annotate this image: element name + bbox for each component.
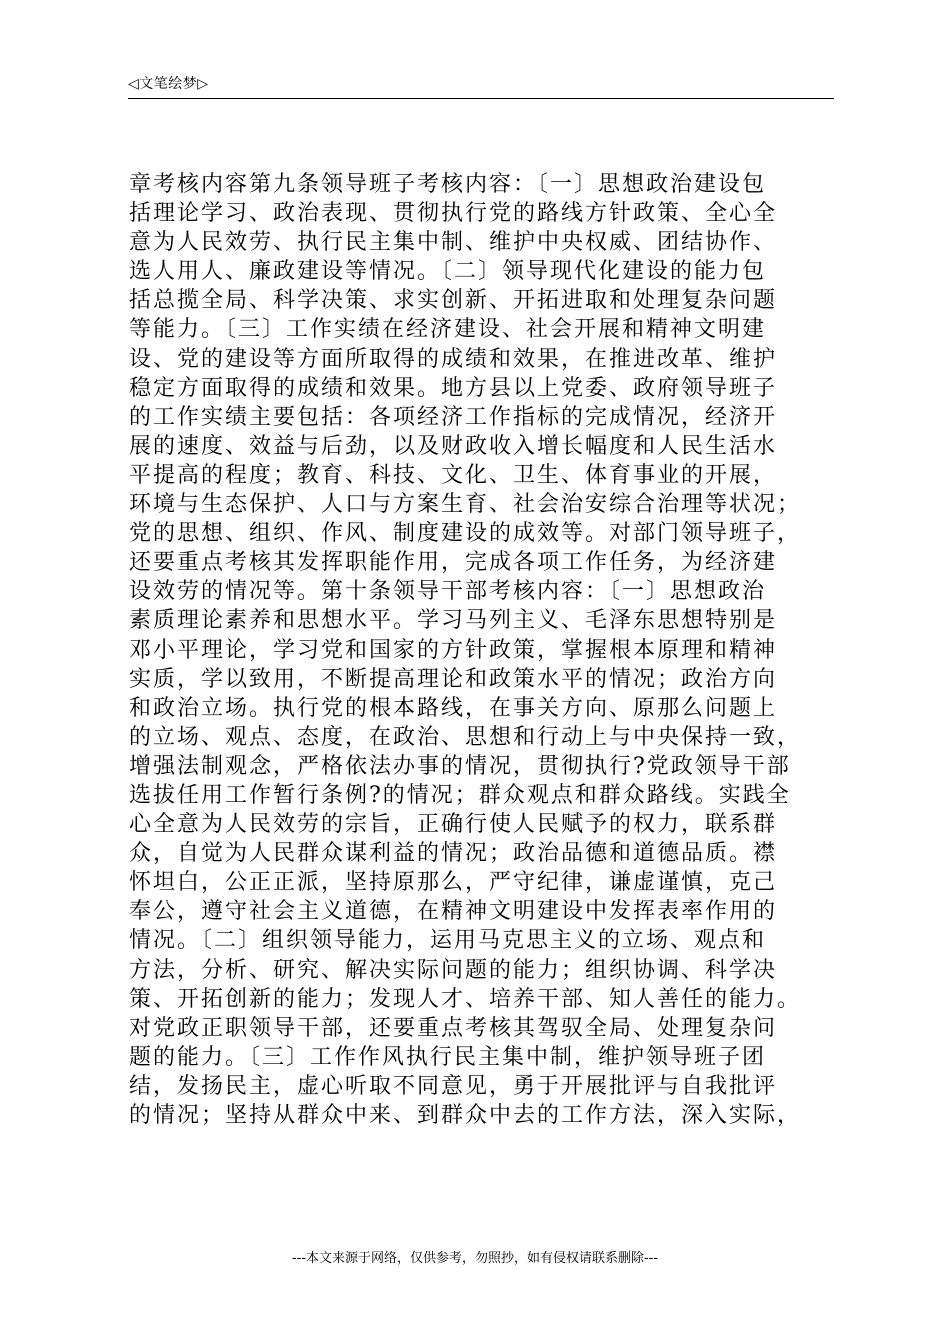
body-line: 邓小平理论，学习党和国家的方针政策，掌握根本原理和精神 [129, 637, 778, 663]
body-line: 众，自觉为人民群众谋利益的情况；政治品德和道德品质。襟 [129, 841, 778, 867]
body-line: 党的思想、组织、作风、制度建设的成效等。对部门领导班子， [129, 521, 802, 547]
body-line: 的工作实绩主要包括：各项经济工作指标的完成情况，经济开 [129, 404, 778, 430]
body-line: 增强法制观念，严格依法办事的情况，贯彻执行?党政领导干部 [129, 753, 791, 779]
body-line: 还要重点考核其发挥职能作用，完成各项工作任务，为经济建 [129, 550, 778, 576]
body-line: 题的能力。〔三〕工作作风执行民主集中制，维护领导班子团 [129, 1044, 767, 1070]
body-line: 策、开拓创新的能力；发现人才、培养干部、知人善任的能力。 [129, 986, 802, 1012]
body-line: 意为人民效劳、执行民主集中制、维护中央权威、团结协作、 [129, 230, 778, 256]
page-header [128, 74, 834, 99]
body-line: 环境与生态保护、人口与方案生育、社会治安综合治理等状况； [129, 492, 802, 518]
body-line: 的情况；坚持从群众中来、到群众中去的工作方法，深入实际， [129, 1103, 802, 1128]
body-line: 章考核内容第九条领导班子考核内容：〔一〕思想政治建设包 [129, 172, 767, 197]
body-line: 选拔任用工作暂行条例?的情况；群众观点和群众路线。实践全 [129, 782, 791, 808]
body-line: 设效劳的情况等。第十条领导干部考核内容：〔一〕思想政治 [129, 579, 767, 605]
body-line: 展的速度、效益与后劲，以及财政收入增长幅度和人民生活水 [129, 433, 778, 459]
page-footer: ---本文来源于网络，仅供参考，勿照抄，如有侵权请联系删除--- [291, 1251, 659, 1266]
body-line: 的立场、观点、态度，在政治、思想和行动上与中央保持一致， [129, 724, 802, 750]
body-line: 等能力。〔三〕工作实绩在经济建设、社会开展和精神文明建 [129, 317, 767, 343]
body-line: 括理论学习、政治表现、贯彻执行党的路线方针政策、全心全 [129, 201, 778, 227]
body-line: 稳定方面取得的成绩和效果。地方县以上党委、政府领导班子 [129, 375, 778, 401]
body-line: 括总揽全局、科学决策、求实创新、开拓进取和处理复杂问题 [129, 288, 778, 314]
body-line: 素质理论素养和思想水平。学习马列主义、毛泽东思想特别是 [129, 608, 778, 634]
body-line: 奉公，遵守社会主义道德，在精神文明建设中发挥表率作用的 [129, 899, 778, 925]
body-line: 怀坦白，公正正派，坚持原那么，严守纪律，谦虚谨慎，克己 [129, 870, 778, 896]
body-line: 选人用人、廉政建设等情况。〔二〕领导现代化建设的能力包 [129, 259, 767, 285]
body-line: 情况。〔二〕组织领导能力，运用马克思主义的立场、观点和 [129, 928, 767, 954]
body-line: 结，发扬民主，虚心听取不同意见，勇于开展批评与自我批评 [129, 1073, 778, 1099]
body-line: 对党政正职领导干部，还要重点考核其驾驭全局、处理复杂问 [129, 1015, 778, 1041]
body-line: 设、党的建设等方面所取得的成绩和效果，在推进改革、维护 [129, 346, 778, 372]
body-line: 心全意为人民效劳的宗旨，正确行使人民赋予的权力，联系群 [129, 812, 778, 838]
body-line: 实质，学以致用，不断提高理论和政策水平的情况；政治方向 [129, 666, 778, 692]
header-title: ◁文笔绘梦▷ [128, 76, 209, 92]
body-line: 方法，分析、研究、解决实际问题的能力；组织协调、科学决 [129, 957, 778, 983]
document-body [129, 170, 841, 1130]
body-line: 和政治立场。执行党的根本路线，在事关方向、原那么问题上 [129, 695, 778, 721]
body-line: 平提高的程度；教育、科技、文化、卫生、体育事业的开展， [129, 462, 778, 488]
